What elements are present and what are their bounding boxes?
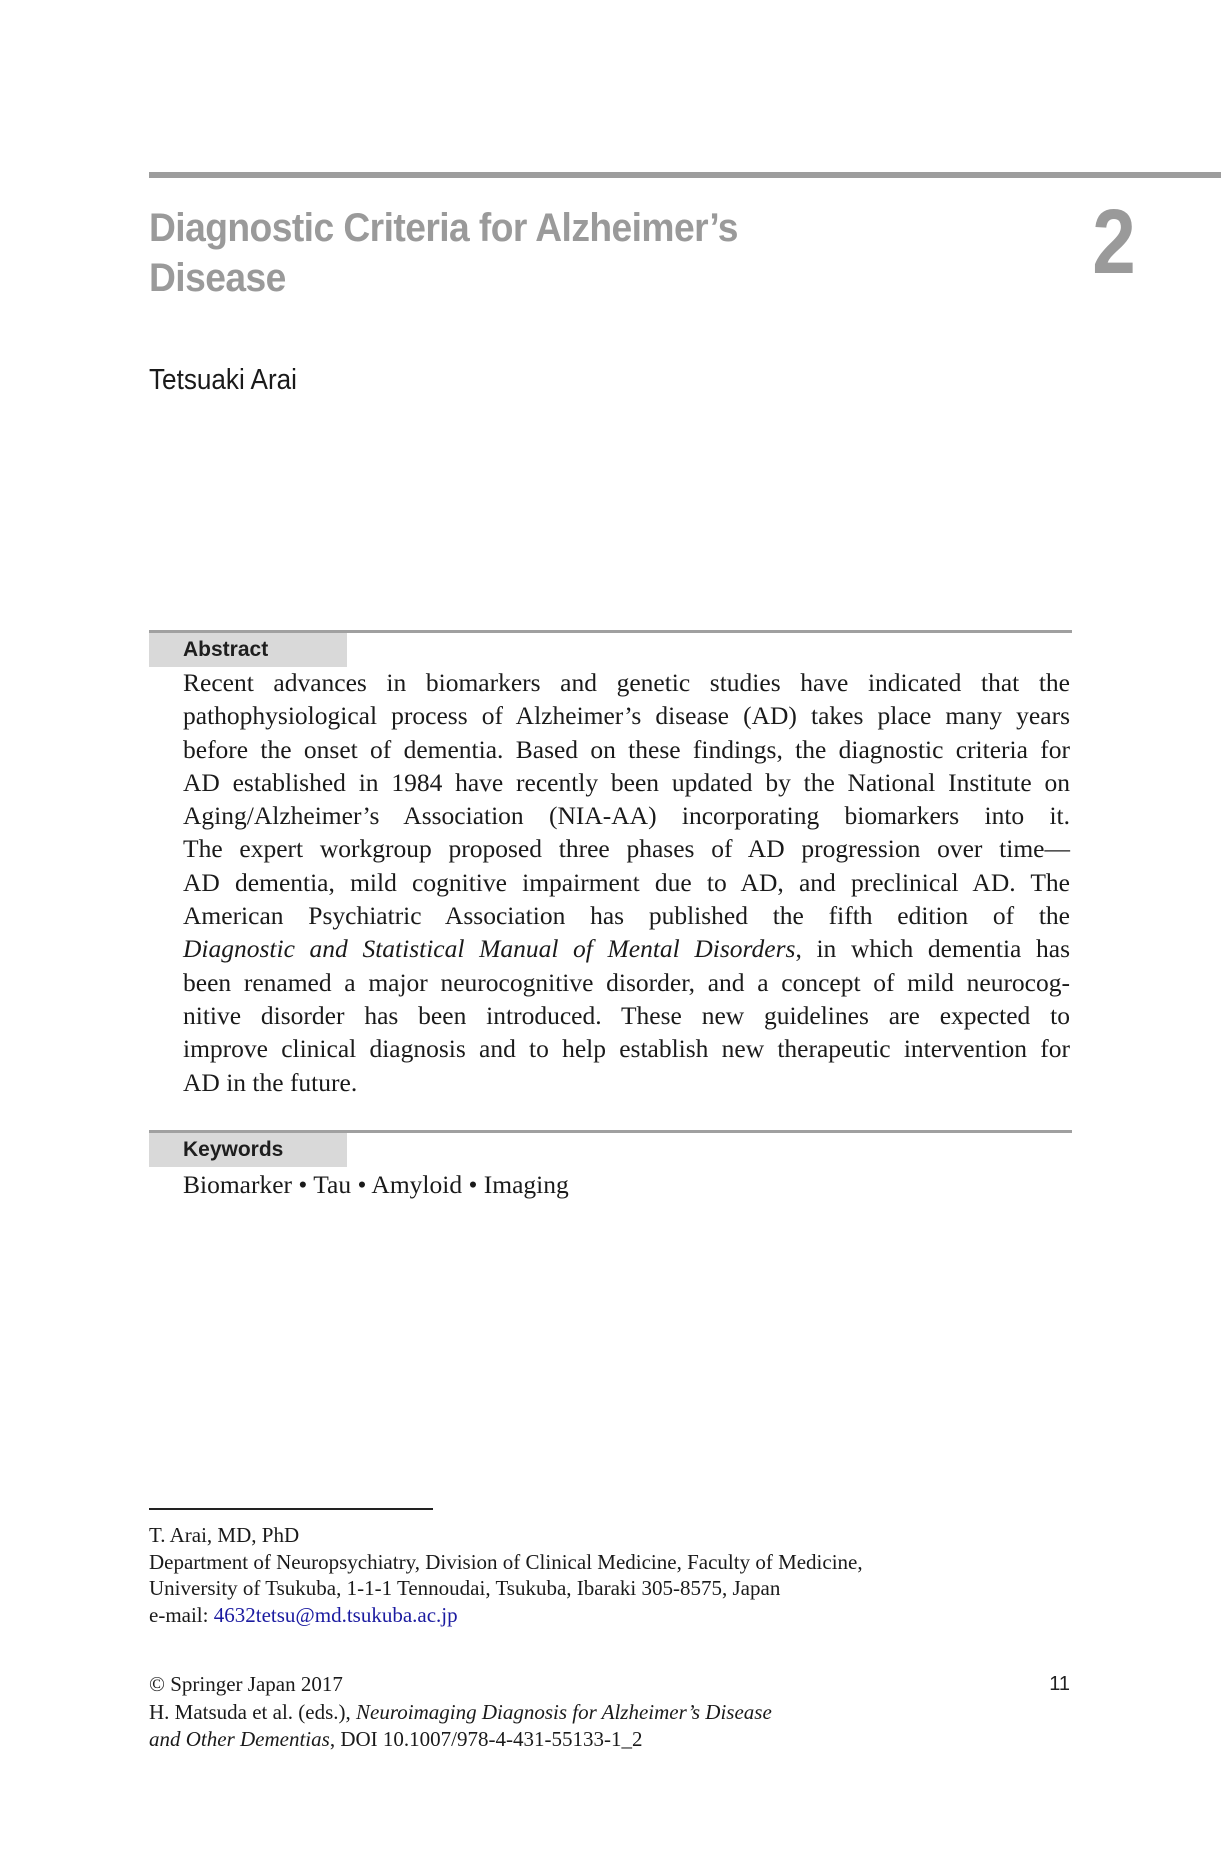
abstract-line-text <box>183 766 1070 799</box>
abstract-line-text <box>183 799 1070 832</box>
footnote-author-name: T. Arai, MD, PhD <box>149 1523 300 1547</box>
email-label: e-mail: <box>149 1602 214 1627</box>
page-number: 11 <box>1049 1673 1070 1695</box>
abstract-text-segment: Aging/Alzheimer’s Association (NIA-AA) incorporating biomarkers into it. <box>183 801 1070 831</box>
abstract-line <box>183 899 1070 932</box>
abstract-line-text <box>183 899 1070 932</box>
abstract-line-text <box>183 666 1070 699</box>
email-link[interactable]: 4632tetsu@md.tsukuba.ac.jp <box>213 1602 458 1627</box>
footnote-rule <box>149 1508 433 1510</box>
abstract-text-segment: been renamed a major neurocognitive disorder, and a concept of mild neurocog- <box>183 967 1070 997</box>
abstract-line-text <box>183 1066 1070 1099</box>
abstract-line-text <box>183 832 1070 865</box>
abstract-line <box>183 766 1070 799</box>
book-title-part-2: and Other Dementias <box>149 1727 330 1751</box>
copyright-line: © Springer Japan 2017 <box>149 1672 343 1696</box>
abstract-line-text <box>183 699 1070 732</box>
citation-line-2 <box>149 1726 772 1754</box>
abstract-text-segment: pathophysiological process of Alzheimer’s disease (AD) takes place many years <box>183 701 1070 731</box>
abstract-heading: Abstract <box>183 638 269 661</box>
abstract-line <box>183 1066 1070 1099</box>
abstract-text-segment: American Psychiatric Association has published the fifth edition of the <box>183 901 1070 931</box>
abstract-line <box>183 999 1070 1032</box>
abstract-line <box>183 1032 1070 1065</box>
abstract-line-text <box>183 966 1070 999</box>
footnote-affiliation-line-1: Department of Neuropsychiatry, Division of Clinical Medicine, Faculty of Medicine, <box>149 1549 863 1574</box>
abstract-line-text <box>183 866 1070 899</box>
abstract-line <box>183 799 1070 832</box>
abstract-line <box>183 699 1070 732</box>
doi: , DOI 10.1007/978-4-431-55133-1_2 <box>329 1727 643 1751</box>
keywords-heading: Keywords <box>183 1138 284 1161</box>
abstract-text-segment: AD in the future. <box>183 1067 358 1097</box>
chapter-title-line-2: Disease <box>149 256 286 300</box>
abstract-body <box>183 666 1070 1099</box>
footnote-affiliation-line-2: University of Tsukuba, 1-1-1 Tennoudai, Tsukuba, Ibaraki 305-8575, Japan <box>149 1576 781 1600</box>
abstract-line <box>183 932 1070 965</box>
abstract-text-segment: , in which dementia has <box>795 934 1070 964</box>
abstract-line-text <box>183 932 1070 965</box>
abstract-line <box>183 832 1070 865</box>
abstract-line <box>183 733 1070 766</box>
abstract-line <box>183 666 1070 699</box>
chapter-number: 2 <box>1092 191 1136 293</box>
abstract-line <box>183 866 1070 899</box>
book-title-part-1: Neuroimaging Diagnosis for Alzheimer’s Disease <box>356 1699 772 1724</box>
footnote-email-row <box>149 1602 863 1629</box>
chapter-title <box>149 203 912 303</box>
author-footnote <box>149 1522 863 1628</box>
abstract-line-text <box>183 999 1070 1032</box>
chapter-author: Tetsuaki Arai <box>149 364 297 396</box>
abstract-text-segment: nitive disorder has been introduced. These new guidelines are expected to <box>183 1000 1070 1030</box>
abstract-text-segment: improve clinical diagnosis and to help establish new therapeutic intervention for <box>183 1034 1070 1064</box>
imprint <box>149 1671 772 1754</box>
keywords-list: Biomarker • Tau • Amyloid • Imaging <box>183 1170 569 1199</box>
abstract-italic-title: Diagnostic and Statistical Manual of Mental Disorders <box>183 934 796 964</box>
abstract-text-segment: AD established in 1984 have recently been updated by the National Institute on <box>183 767 1070 797</box>
citation-line-1 <box>149 1699 772 1727</box>
abstract-line-text <box>183 1032 1070 1065</box>
abstract-text-segment: The expert workgroup proposed three phases of AD progression over time— <box>183 834 1070 864</box>
chapter-title-line-1: Diagnostic Criteria for Alzheimer’s <box>149 206 738 250</box>
abstract-text-segment: before the onset of dementia. Based on these findings, the diagnostic criteria for <box>183 734 1070 764</box>
abstract-line-text <box>183 733 1070 766</box>
abstract-text-segment: AD dementia, mild cognitive impairment due to AD, and preclinical AD. The <box>183 867 1070 897</box>
abstract-line <box>183 966 1070 999</box>
abstract-text-segment: Recent advances in biomarkers and genetic studies have indicated that the <box>183 668 1070 697</box>
citation-editors: H. Matsuda et al. (eds.), <box>149 1699 357 1724</box>
chapter-top-rule <box>149 172 1221 178</box>
